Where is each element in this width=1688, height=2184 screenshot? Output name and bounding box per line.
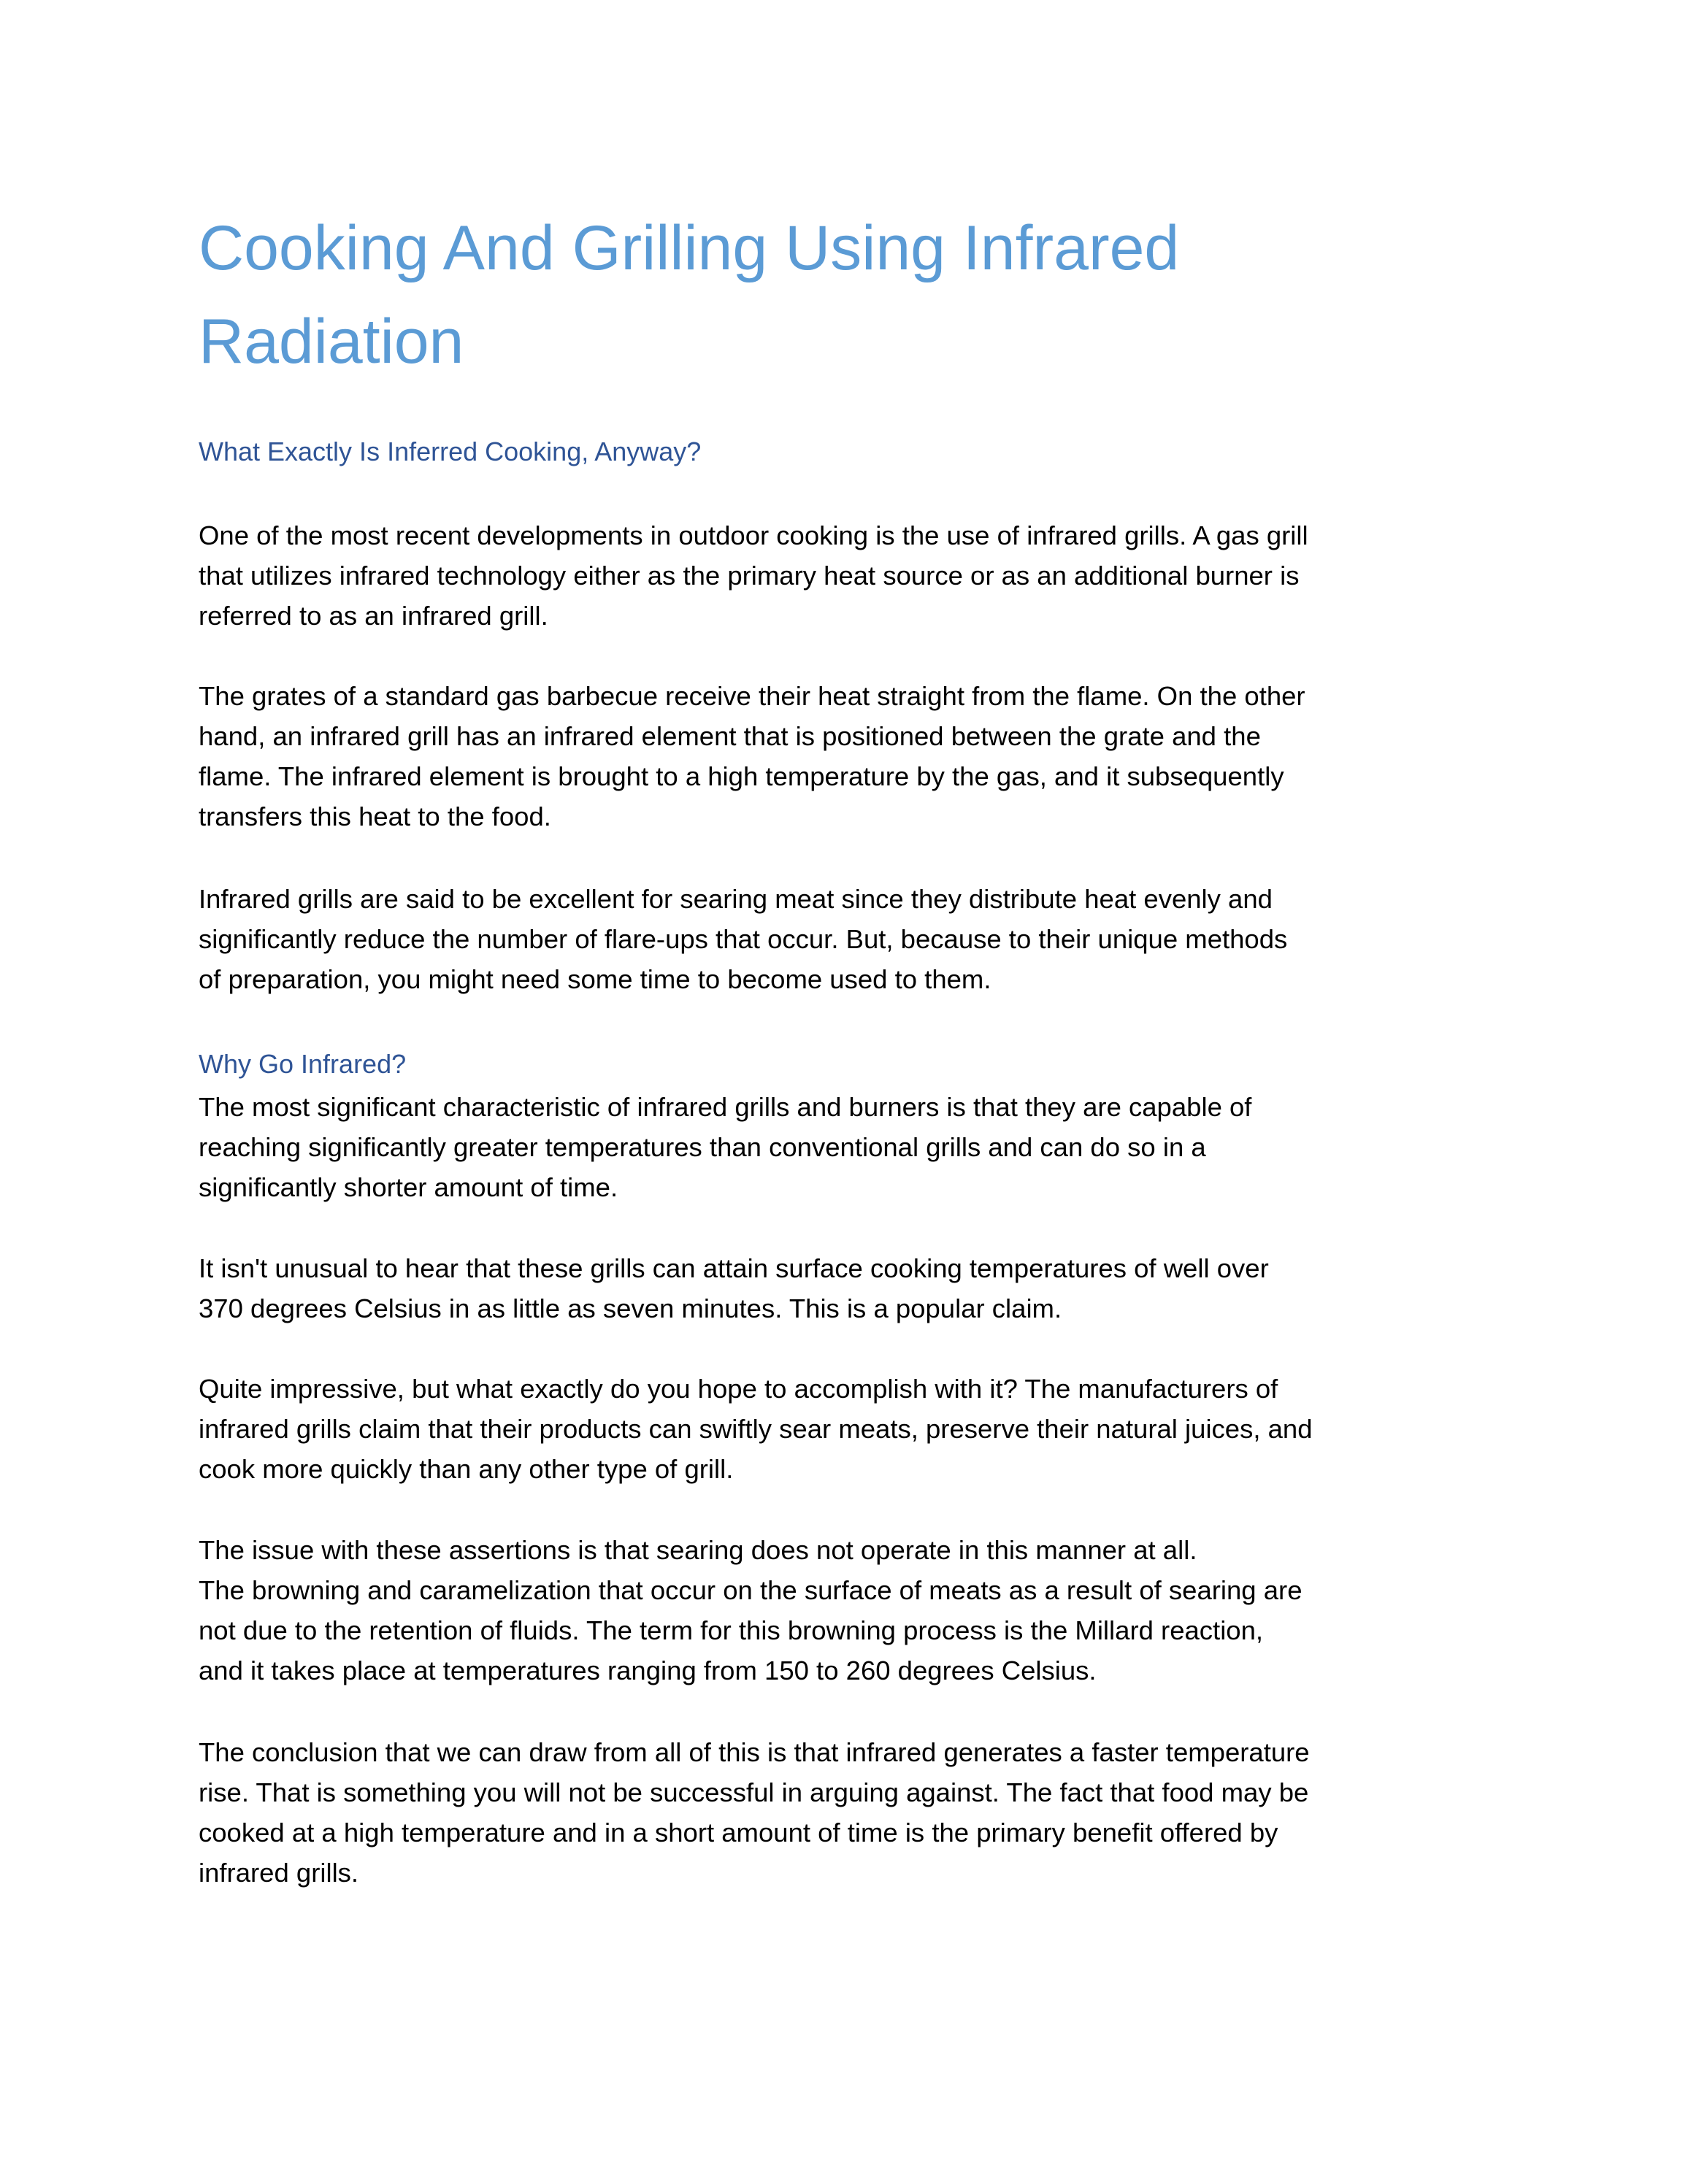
text-line: It isn't unusual to hear that these grills can attain surface cooking temperatures of well over [199,1253,1269,1283]
text-line: cooked at a high temperature and in a short amount of time is the primary benefit offered by [199,1818,1278,1847]
text-line: The browning and caramelization that occur on the surface of meats as a result of searing are [199,1575,1303,1605]
paragraph [199,1369,1313,1489]
text-line: Quite impressive, but what exactly do you hope to accomplish with it? The manufacturers of [199,1374,1278,1404]
text-line: rise. That is something you will not be successful in arguing against. The fact that food may be [199,1777,1309,1807]
document-title [199,201,1179,388]
text-line: infrared grills. [199,1858,359,1888]
text-line: reaching significantly greater temperatures than conventional grills and can do so in a [199,1132,1206,1162]
text-line: One of the most recent developments in outdoor cooking is the use of infrared grills. A gas grill [199,520,1308,550]
paragraph [199,1248,1269,1329]
text-line: The most significant characteristic of infrared grills and burners is that they are capable of [199,1092,1252,1122]
text-line: Infrared grills are said to be excellent for searing meat since they distribute heat evenly and [199,884,1273,914]
section-heading-what-is-infrared: What Exactly Is Inferred Cooking, Anyway? [199,437,702,466]
text-line: The issue with these assertions is that searing does not operate in this manner at all. [199,1535,1197,1565]
text-line: cook more quickly than any other type of grill. [199,1454,734,1484]
text-line: significantly shorter amount of time. [199,1172,618,1202]
paragraph [199,676,1305,837]
text-line: 370 degrees Celsius in as little as seven minutes. This is a popular claim. [199,1293,1062,1323]
paragraph [199,515,1308,636]
text-line: infrared grills claim that their products can swiftly sear meats, preserve their natural juices, and [199,1414,1313,1444]
title-line: Radiation [199,307,464,377]
text-line: referred to as an infrared grill. [199,601,548,631]
text-line: flame. The infrared element is brought to a high temperature by the gas, and it subsequently [199,761,1284,791]
text-line: transfers this heat to the food. [199,801,551,831]
paragraph [199,879,1287,999]
text-line: The conclusion that we can draw from all of this is that infrared generates a faster temperature [199,1737,1310,1767]
paragraph [199,1530,1303,1691]
title-line: Cooking And Grilling Using Infrared [199,213,1180,283]
text-line: not due to the retention of fluids. The term for this browning process is the Millard reaction, [199,1615,1264,1645]
paragraph [199,1732,1310,1893]
text-line: The grates of a standard gas barbecue receive their heat straight from the flame. On the other [199,681,1305,711]
text-line: of preparation, you might need some time to become used to them. [199,964,991,994]
text-line: significantly reduce the number of flare-ups that occur. But, because to their unique methods [199,924,1288,954]
section-heading-why-infrared: Why Go Infrared? [199,1049,407,1079]
text-line: hand, an infrared grill has an infrared element that is positioned between the grate and the [199,721,1261,751]
paragraph [199,1087,1251,1207]
text-line: that utilizes infrared technology either as the primary heat source or as an additional burner is [199,561,1300,591]
text-line: and it takes place at temperatures ranging from 150 to 260 degrees Celsius. [199,1656,1097,1685]
